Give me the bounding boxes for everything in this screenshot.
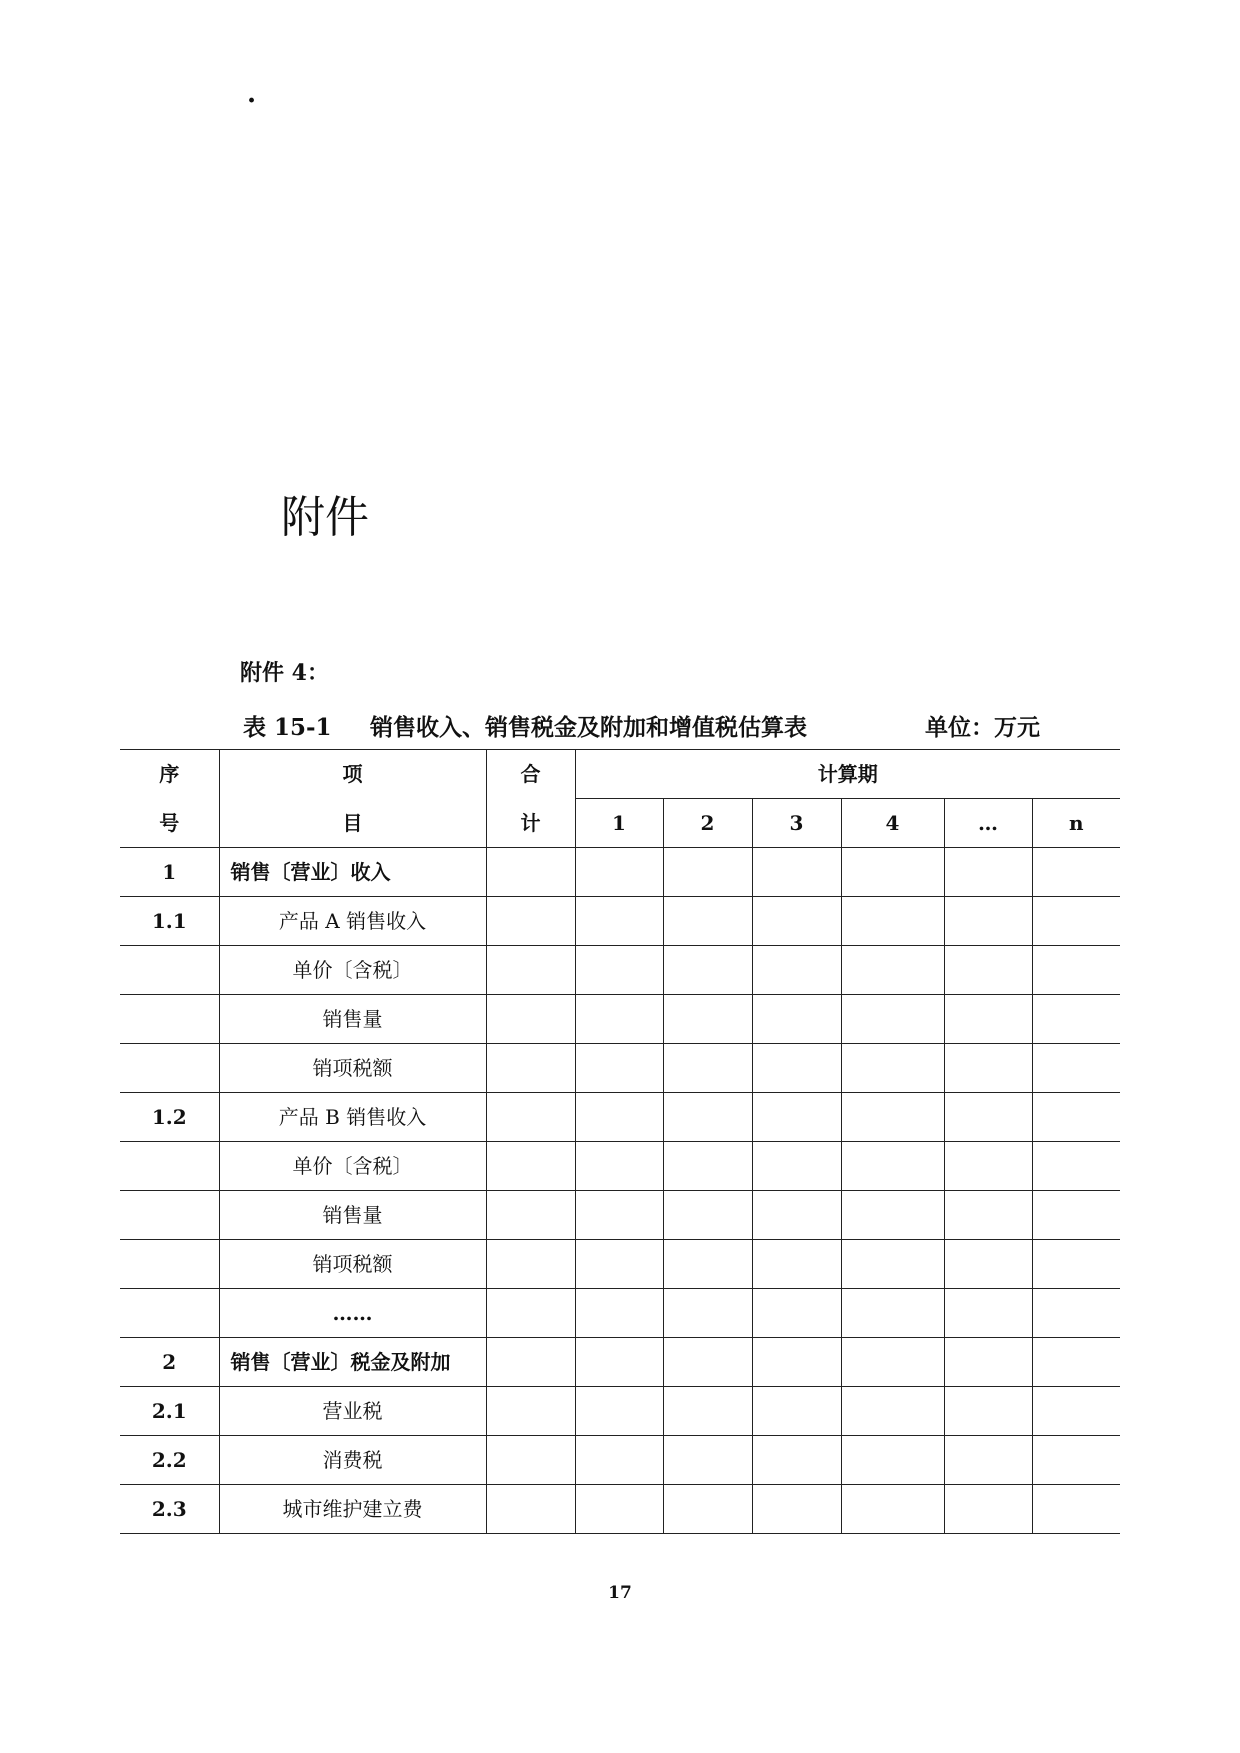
- cell-period: [575, 1044, 663, 1093]
- cell-period: [1032, 897, 1120, 946]
- cell-total: [486, 1387, 575, 1436]
- cell-period: [841, 1093, 944, 1142]
- attachment-label: 附件 4：: [240, 660, 329, 686]
- header-total-bottom: 计: [486, 799, 575, 848]
- cell-period: [663, 1387, 752, 1436]
- header-period-n: n: [1032, 799, 1120, 848]
- cell-period: [841, 1338, 944, 1387]
- table-unit: 单位：万元: [925, 714, 1040, 741]
- cell-total: [486, 1044, 575, 1093]
- cell-period: [841, 1191, 944, 1240]
- cell-period: [1032, 848, 1120, 897]
- cell-period: [663, 946, 752, 995]
- cell-period: [1032, 1387, 1120, 1436]
- row-item: 产品 B 销售收入: [219, 1093, 486, 1142]
- table-row: [120, 946, 1120, 995]
- cell-total: [486, 1240, 575, 1289]
- cell-total: [486, 1436, 575, 1485]
- row-item: 销项税额: [219, 1044, 486, 1093]
- cell-period: [1032, 1338, 1120, 1387]
- cell-period: [663, 1436, 752, 1485]
- cell-total: [486, 897, 575, 946]
- cell-period: [1032, 1436, 1120, 1485]
- header-row-top: [120, 750, 1120, 799]
- cell-period: [575, 995, 663, 1044]
- cell-period: [841, 1387, 944, 1436]
- header-total-top: 合: [486, 750, 575, 799]
- cell-period: [944, 1485, 1032, 1534]
- row-seq: 2.1: [120, 1387, 219, 1436]
- cell-period: [944, 848, 1032, 897]
- table-row: [120, 1485, 1120, 1534]
- cell-period: [752, 946, 841, 995]
- row-seq: [120, 946, 219, 995]
- table-title: 销售收入、销售税金及附加和增值税估算表: [370, 714, 807, 741]
- cell-period: [663, 1191, 752, 1240]
- cell-period: [663, 1289, 752, 1338]
- cell-period: [944, 1289, 1032, 1338]
- cell-period: [575, 897, 663, 946]
- cell-period: [752, 848, 841, 897]
- header-period-4: 4: [841, 799, 944, 848]
- cell-total: [486, 848, 575, 897]
- row-seq: 2.3: [120, 1485, 219, 1534]
- cell-total: [486, 1338, 575, 1387]
- cell-period: [663, 1142, 752, 1191]
- table-row: [120, 848, 1120, 897]
- cell-period: [575, 1240, 663, 1289]
- row-seq: [120, 995, 219, 1044]
- cell-period: [1032, 1289, 1120, 1338]
- cell-period: [944, 1436, 1032, 1485]
- header-item-bottom: 目: [219, 799, 486, 848]
- cell-period: [1032, 1093, 1120, 1142]
- cell-period: [841, 897, 944, 946]
- cell-period: [752, 1387, 841, 1436]
- cell-period: [752, 1485, 841, 1534]
- row-item: 销售量: [219, 995, 486, 1044]
- cell-period: [1032, 1191, 1120, 1240]
- row-seq: [120, 1240, 219, 1289]
- cell-total: [486, 1093, 575, 1142]
- row-item: 销售量: [219, 1191, 486, 1240]
- page-number: 17: [608, 1583, 632, 1603]
- cell-period: [1032, 1240, 1120, 1289]
- cell-period: [944, 1191, 1032, 1240]
- cell-total: [486, 946, 575, 995]
- header-seq-bottom: 号: [120, 799, 219, 848]
- row-item: 消费税: [219, 1436, 486, 1485]
- cell-period: [575, 946, 663, 995]
- table-row: [120, 1044, 1120, 1093]
- cell-period: [752, 1191, 841, 1240]
- estimate-table: [120, 749, 1120, 1534]
- table-caption: [243, 713, 1053, 743]
- cell-period: [944, 1240, 1032, 1289]
- cell-period: [841, 1485, 944, 1534]
- cell-period: [663, 1093, 752, 1142]
- cell-period: [575, 1338, 663, 1387]
- row-item: 销售〔营业〕税金及附加: [219, 1338, 486, 1387]
- cell-total: [486, 1289, 575, 1338]
- header-period: 计算期: [575, 750, 1120, 799]
- cell-period: [1032, 1044, 1120, 1093]
- cell-period: [663, 1485, 752, 1534]
- cell-period: [575, 1191, 663, 1240]
- header-seq-top: 序: [120, 750, 219, 799]
- row-seq: [120, 1044, 219, 1093]
- cell-period: [841, 1142, 944, 1191]
- cell-period: [663, 848, 752, 897]
- cell-period: [841, 1044, 944, 1093]
- row-seq: 1: [120, 848, 219, 897]
- header-item-top: 项: [219, 750, 486, 799]
- table-row: [120, 1289, 1120, 1338]
- cell-period: [944, 1093, 1032, 1142]
- row-seq: 2: [120, 1338, 219, 1387]
- cell-period: [663, 1044, 752, 1093]
- cell-period: [575, 1387, 663, 1436]
- table-row: [120, 1142, 1120, 1191]
- cell-period: [1032, 995, 1120, 1044]
- cell-period: [752, 1289, 841, 1338]
- table-row: [120, 1093, 1120, 1142]
- header-period-3: 3: [752, 799, 841, 848]
- table-row: [120, 1191, 1120, 1240]
- table-row: [120, 995, 1120, 1044]
- cell-period: [1032, 946, 1120, 995]
- cell-period: [575, 1289, 663, 1338]
- row-item: 城市维护建立费: [219, 1485, 486, 1534]
- cell-period: [663, 897, 752, 946]
- cell-period: [575, 1142, 663, 1191]
- cell-period: [752, 897, 841, 946]
- cell-period: [663, 995, 752, 1044]
- header-period-ellipsis: …: [944, 799, 1032, 848]
- row-item: ……: [219, 1289, 486, 1338]
- table-row: [120, 1240, 1120, 1289]
- cell-period: [1032, 1485, 1120, 1534]
- cell-period: [841, 1436, 944, 1485]
- table-row: [120, 1387, 1120, 1436]
- header-period-1: 1: [575, 799, 663, 848]
- cell-period: [575, 1485, 663, 1534]
- cell-total: [486, 995, 575, 1044]
- cell-period: [663, 1240, 752, 1289]
- cell-period: [1032, 1142, 1120, 1191]
- row-item: 销售〔营业〕收入: [219, 848, 486, 897]
- header-period-2: 2: [663, 799, 752, 848]
- cell-period: [752, 1338, 841, 1387]
- cell-period: [575, 1436, 663, 1485]
- cell-period: [575, 848, 663, 897]
- row-item: 单价〔含税〕: [219, 1142, 486, 1191]
- row-seq: 1.2: [120, 1093, 219, 1142]
- row-seq: 2.2: [120, 1436, 219, 1485]
- cell-period: [944, 1338, 1032, 1387]
- row-item: 单价〔含税〕: [219, 946, 486, 995]
- cell-period: [944, 1142, 1032, 1191]
- cell-period: [944, 1387, 1032, 1436]
- header-row-bottom: [120, 799, 1120, 848]
- table-row: [120, 1436, 1120, 1485]
- table-number: 表 15-1: [243, 714, 332, 741]
- cell-period: [944, 995, 1032, 1044]
- cell-total: [486, 1191, 575, 1240]
- cell-period: [752, 1436, 841, 1485]
- cell-period: [944, 897, 1032, 946]
- row-item: 产品 A 销售收入: [219, 897, 486, 946]
- row-seq: [120, 1191, 219, 1240]
- row-item: 销项税额: [219, 1240, 486, 1289]
- table-row: [120, 1338, 1120, 1387]
- cell-period: [944, 1044, 1032, 1093]
- cell-period: [752, 1240, 841, 1289]
- row-seq: [120, 1142, 219, 1191]
- cell-total: [486, 1485, 575, 1534]
- row-seq: [120, 1289, 219, 1338]
- cell-period: [841, 848, 944, 897]
- row-seq: 1.1: [120, 897, 219, 946]
- cell-period: [841, 995, 944, 1044]
- cell-period: [663, 1338, 752, 1387]
- cell-period: [841, 1289, 944, 1338]
- cell-period: [841, 1240, 944, 1289]
- table-row: [120, 897, 1120, 946]
- cell-period: [752, 995, 841, 1044]
- cell-period: [575, 1093, 663, 1142]
- row-item: 营业税: [219, 1387, 486, 1436]
- cell-period: [752, 1093, 841, 1142]
- cell-period: [944, 946, 1032, 995]
- page-marker: ·: [247, 86, 257, 116]
- cell-period: [841, 946, 944, 995]
- cell-period: [752, 1044, 841, 1093]
- cell-period: [752, 1142, 841, 1191]
- cell-total: [486, 1142, 575, 1191]
- appendix-heading: 附件: [281, 492, 369, 543]
